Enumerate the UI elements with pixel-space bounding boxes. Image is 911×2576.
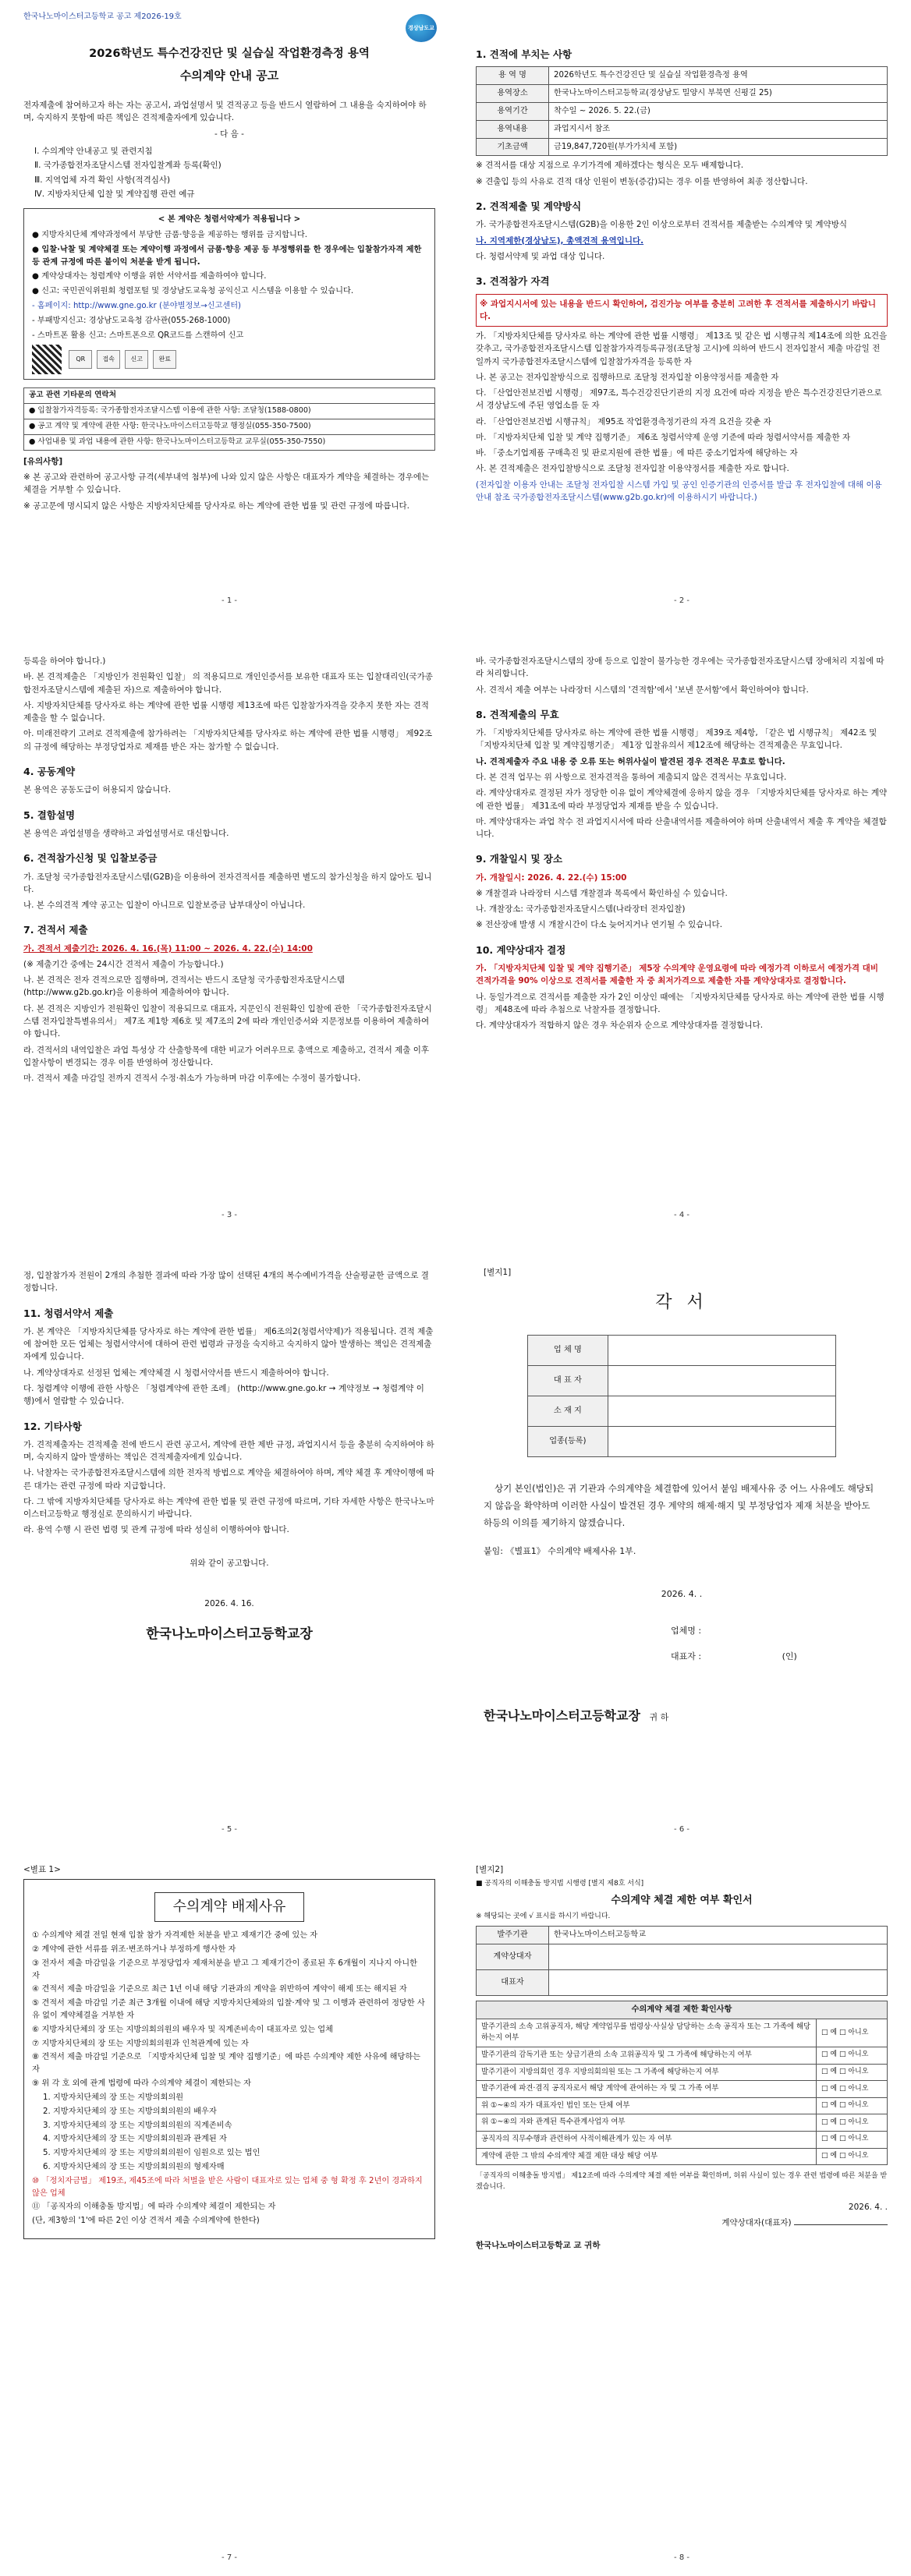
check-table-header: 수의계약 체결 제한 확인사항 [477, 2001, 888, 2019]
remarks-title: [유의사항] [23, 456, 63, 466]
yes-checkbox[interactable]: □ 예 [821, 2028, 838, 2036]
table-row: 용역기간 착수일 ~ 2026. 5. 22.(금) [477, 103, 888, 121]
table-row: 발주기관의 소속 고위공직자, 해당 계약업무를 법령상·사실상 담당하는 소속 공직자 또는 그 가족에 해당하는지 여부 □ 예 □ 아니오 [477, 2019, 888, 2047]
address-field[interactable] [608, 1396, 835, 1427]
toc-item: Ⅲ. 지역업체 자격 확인 사항(적격심사) [34, 175, 171, 185]
page-number: - 3 - [222, 1210, 237, 1219]
form-legal-note: ■ 공직자의 이해충돌 방지법 시행령 [별지 제8호 서식] [476, 1880, 644, 1888]
table-row: 업 체 명 [527, 1336, 835, 1366]
recipient: 한국나노마이스터고등학교장 귀 하 [484, 1708, 669, 1724]
opening-datetime: 가. 개찰일시: 2026. 4. 22.(수) 15:00 [476, 872, 627, 883]
closing-text: 위와 같이 공고합니다. [190, 1558, 269, 1568]
section-7-title: 7. 견적서 제출 [23, 924, 88, 936]
yes-checkbox[interactable]: □ 예 [821, 2067, 838, 2075]
exclusion-title: 수의계약 배제사유 [154, 1892, 304, 1922]
integrity-notice-box [23, 208, 435, 380]
section-2-item: 나. 지역제한(경상남도), 총액견적 용역입니다. [476, 235, 644, 246]
exclusion-item: ④ 견적서 제출 마감일을 기준으로 최근 1년 이내 해당 기관과의 계약을 위반하여 계약이 해제 또는 해지된 자 [32, 1985, 407, 1994]
section-11-title: 11. 청렴서약서 제출 [23, 1307, 114, 1319]
section-3-warning: ※ 과업지시서에 있는 내용을 반드시 확인하여, 검진가능 여부를 충분히 고려한 후 견적서를 제출하시기 바랍니다. [476, 294, 888, 327]
document-title: 2026학년도 특수건강진단 및 실습실 작업환경측정 용역 [89, 47, 370, 60]
attachment-label: <별표 1> [23, 1865, 61, 1874]
yes-checkbox[interactable]: □ 예 [821, 2101, 838, 2110]
section-8-item: 다. 본 견적 업무는 위 사항으로 전자견적을 통하여 제출되지 않은 견적서는 무효입니다. [476, 772, 787, 782]
attachment-label: [별지1] [484, 1268, 512, 1277]
check-form-footer: 「공직자의 이해충돌 방지법」 제12조에 따라 수의계약 체결 제한 여부를 확인하며, 허위 사실이 있는 경우 관련 법령에 따른 처분을 받겠습니다. [476, 2172, 888, 2192]
no-checkbox[interactable]: □ 아니오 [838, 2067, 869, 2075]
section-10-item: 나. 동일가격으로 견적서를 제출한 자가 2인 이상인 때에는 「지방자치단체를 당사자로 하는 계약에 관한 법률 시행령」 제48조에 따라 추첨으로 낙찰자를 결정합니다. [476, 992, 884, 1014]
exclusion-sublist [32, 2092, 427, 2174]
representative-sign-line: 대표자 : (인) [671, 1651, 797, 1662]
intro-text: 전자제출에 참여하고자 하는 자는 공고서, 과업설명서 및 견적공고 등을 반드시 열람하여 그 내용을 숙지하여야 하며, 숙지하지 못함에 따른 책임은 견적제출자에게 있습니다. [23, 101, 427, 123]
table-row: 발주기관의 감독기관 또는 상급기관의 소속 고위공직자 및 그 가족에 해당하는지 여부 □ 예 □ 아니오 [477, 2047, 888, 2065]
table-row: 발주기관에 파견·겸직 공직자로서 해당 계약에 관여하는 자 및 그 가족 여부 □ 예 □ 아니오 [477, 2081, 888, 2098]
contractor-field[interactable] [549, 1944, 888, 1970]
remark-item: ※ 공고문에 명시되지 않은 사항은 지방자치단체를 당사자로 하는 계약에 관한 법률 및 관련 규정에 따릅니다. [23, 501, 410, 511]
pledge-attachment: 붙임: 《별표1》 수의계약 배제사유 1부. [484, 1545, 636, 1556]
table-row: 소 재 지 [527, 1396, 835, 1427]
continued-text: 바. 본 견적제출은 「지방인가 전원확인 입찰」 의 적용되므로 개인인증서를 보유한 대표자 또는 입찰대리인(국가종합전자조달시스템에 제출된 자)으로 제출하여야 합니다. [23, 672, 433, 695]
section-3-item: 사. 본 견적제출은 전자입찰방식으로 조달청 전자입찰 이용약정서를 제출한 자로 합니다. [476, 464, 789, 474]
section-8-item: 가. 「지방자치단체를 당사자로 하는 계약에 관한 법률 시행령」 제39조 제4항, 「같은 법 시행규칙」 제42조 및 「지방자치단체 입찰 및 계약집행기준」 제1장 입찰유의서 제12조에 해당하는 견적제출은 무효입니다. [476, 728, 877, 751]
page-number: - 2 - [674, 596, 689, 605]
no-checkbox[interactable]: □ 아니오 [838, 2151, 869, 2160]
integrity-notice-item: ● 지방자치단체 계약과정에서 부당한 금품·향응을 제공하는 행위를 금지합니다. [32, 230, 307, 239]
exclusion-item: ⑪ 「공직자의 이해충돌 방지법」에 따라 수의계약 체결이 제한되는 자 [32, 2203, 276, 2212]
company-sign-line: 업체명 : [671, 1625, 702, 1636]
section-9-item: ※ 개찰결과 나라장터 시스템 개찰결과 목록에서 확인하실 수 있습니다. [476, 888, 728, 898]
section-6-item: 나. 본 수의견적 계약 공고는 입찰이 아니므로 입찰보증금 납부대상이 아닙니다. [23, 901, 306, 911]
report-homepage-link[interactable]: - 홈페이지: http://www.gne.go.kr (분야별정보→신고센터) [32, 301, 242, 310]
section-3-title: 3. 견적참가 자격 [476, 275, 550, 288]
section-8-item: 나. 견적제출자 주요 내용 중 오류 또는 허위사실이 발견된 경우 견적은 무효로 합니다. [476, 756, 785, 766]
exclusion-note: (단, 제3항의 '1'에 따른 2인 이상 견적서 제출 수의계약에 한한다) [32, 2217, 260, 2226]
submission-period: 가. 견적서 제출기간: 2026. 4. 16.(목) 11:00 ~ 2026. 4. 22.(수) 14:00 [23, 943, 313, 954]
page-2 [463, 6, 900, 613]
table-row: 대표자 [477, 1970, 888, 1996]
table-row: 용 역 명 2026학년도 특수건강진단 및 실습실 작업환경측정 용역 [477, 67, 888, 85]
exclusion-subitem: 2. 지방자치단체의 장 또는 지방의회의원의 배우자 [43, 2107, 217, 2116]
section-8-title: 8. 견적제출의 무효 [476, 708, 559, 720]
representative-field[interactable] [549, 1970, 888, 1996]
company-name-field[interactable] [608, 1336, 835, 1366]
no-checkbox[interactable]: □ 아니오 [838, 2135, 869, 2143]
integrity-notice-item: ● 신고: 국민권익위원회 청렴포털 및 경상남도교육청 공익신고 시스템을 이용할 수 있습니다. [32, 287, 354, 296]
no-checkbox[interactable]: □ 아니오 [838, 2101, 869, 2110]
exclusion-subitem: 3. 지방자치단체의 장 또는 지방의회의원의 직계존비속 [43, 2121, 232, 2130]
page-number: - 8 - [674, 2553, 689, 2562]
notice-date: 2026. 4. 16. [204, 1599, 254, 1608]
table-row: 발주기관 한국나노마이스터고등학교 [477, 1927, 888, 1944]
exclusion-item: ⑥ 지방자치단체의 장 또는 지방의회의원의 배우자 및 직계존비속이 대표자로 있는 업체 [32, 2025, 333, 2034]
qr-code-icon [32, 345, 62, 374]
page-5 [11, 1235, 448, 1842]
section-8-item: 마. 계약상대자는 과업 착수 전 과업지시서에 따라 산출내역서를 제출하여야 하며 산출내역서 제출 후 계약을 체결합니다. [476, 816, 887, 840]
section-6-item: 가. 조달청 국가종합전자조달시스템(G2B)을 이용하여 전자견적서를 제출하면 별도의 참가신청을 하지 않아도 됩니다. [23, 872, 432, 894]
exclusion-item: ⑤ 견적서 제출 마감일 기준 최근 3개월 이내에 해당 지방자치단체와의 입찰·계약 및 그 이행과 관련하여 정당한 사유 없이 계약체결을 거부한 자 [32, 1999, 425, 2021]
table-row: 위 ①~④의 자와 관계된 특수관계사업자 여부 □ 예 □ 아니오 [477, 2114, 888, 2132]
toc-item: Ⅳ. 지방자치단체 입찰 및 계약집행 관련 예규 [34, 189, 195, 199]
no-checkbox[interactable]: □ 아니오 [838, 2051, 869, 2059]
contact-row: ● 사업내용 및 과업 내용에 관한 사항: 한국나노마이스터고등학교 교무실(055-350-7550) [24, 434, 435, 450]
page-4 [463, 621, 900, 1227]
continued-text: 사. 견적서 제출 여부는 나라장터 시스템의 '견적함'에서 '보낸 문서함'에서 확인하여야 합니다. [476, 685, 809, 695]
pledge-title: 각 서 [655, 1293, 708, 1313]
notice-number: 한국나노마이스터고등학교 공고 제2026-19호 [23, 12, 182, 21]
table-row: 계약에 관한 그 밖의 수의계약 체결 제한 대상 해당 여부 □ 예 □ 아니오 [477, 2148, 888, 2165]
section-10-item: 가. 「지방자치단체 입찰 및 계약 집행기준」 제5장 수의계약 운영요령에 따라 예정가격 이하로서 예정가격 대비 견적가격을 90% 이상으로 견적서를 제출한 자 중 최저가격으로 제출한 자를 계약상대자로 결정합니다. [476, 964, 878, 986]
contact-row: ● 입찰참가자격등록: 국가종합전자조달시스템 이용에 관한 사항: 조달청(1588-0800) [24, 404, 435, 419]
check-form-date: 2026. 4. . [848, 2202, 888, 2212]
report-smartphone: - 스마트폰 활용 신고: 스마트폰으로 QR코드를 스캔하여 신고 [32, 331, 244, 340]
contact-row: ● 공고 계약 및 계약에 관한 사항: 한국나노마이스터고등학교 행정실(055-350-7500) [24, 419, 435, 435]
section-8-item: 라. 계약상대자로 결정된 자가 정당한 이유 없이 계약체결에 응하지 않을 경우 「지방자치단체를 당사자로 하는 계약에 관한 법률」 제31조에 따라 부정당업자 제재를 받을 수 있습니다. [476, 788, 888, 811]
flow-step: 신고 [125, 350, 148, 369]
contract-info-table [476, 66, 888, 156]
page-number: - 6 - [674, 1824, 689, 1834]
section-1-title: 1. 견적에 부치는 사항 [476, 48, 572, 60]
table-of-contents [23, 145, 435, 200]
exclusion-subitem: 1. 지방자치단체의 장 또는 지방의회의원 [43, 2093, 184, 2102]
contact-title: 공고 관련 기타문의 연락처 [24, 388, 435, 404]
section-1-note: ※ 견적서를 대상 지점으로 우기가격에 제하겠다는 형식은 모두 배제합니다. [476, 161, 744, 171]
exclusion-item: ① 수의계약 체결 전일 현재 입찰 참가 자격제한 처분을 받고 제재기간 중에 있는 자 [32, 1931, 318, 1941]
toc-label: - 다 음 - [214, 129, 244, 139]
section-12-item: 라. 용역 수행 시 관련 법령 및 관계 규정에 따라 성실히 이행하여야 합니다. [23, 1525, 289, 1535]
section-3-tail: (전자입찰 이용자 안내는 조달청 전자입찰 시스템 가입 및 공인 인증기관의 인증서를 발급 후 전자입찰에 대해 이용안내 참조 국가종합전자조달시스템(www.g2b.go.kr)에 이용하시기 바랍니다.) [476, 479, 882, 502]
contact-table [23, 387, 435, 450]
yes-checkbox[interactable]: □ 예 [821, 2135, 838, 2143]
pledge-body: 상기 본인(법인)은 귀 기관과 수의계약을 체결함에 있어서 붙임 배제사유 중 어느 사유에도 해당되지 않음을 확약하며 이러한 사실이 발견된 경우 계약의 해제·해지 및 부정당업자 제재 처분을 받아도 하등의 이의를 제기하지 않겠습니다. [484, 1483, 874, 1529]
table-row: 위 ①~④의 자가 대표자인 법인 또는 단체 여부 □ 예 □ 아니오 [477, 2097, 888, 2114]
page-number: - 1 - [222, 596, 237, 605]
section-3-item: 가. 「지방자치단체를 당사자로 하는 계약에 관한 법률 시행령」 제13조 및 같은 법 시행규칙 제14조에 의한 요건을 갖추고, 국가종합전자조달시스템 입찰참가자격등록규정(조달청 고시)에 의하여 반드시 전자입찰서 제출 마감일 전일까지 국가종합전자조달시스템에 입찰참가자격을 등록한 자 [476, 331, 888, 366]
check-form-subtitle: ※ 해당되는 곳에 √ 표시를 하시기 바랍니다. [476, 1913, 611, 1921]
section-3-item: 마. 「지방자치단체 입찰 및 계약 집행기준」 제6조 청렴서약제 운영 기준에 따라 청렴서약서를 제출한 자 [476, 432, 851, 442]
flow-step: QR [69, 350, 92, 369]
section-6-title: 6. 견적참가신청 및 입찰보증금 [23, 852, 158, 865]
section-1-note: ※ 견출입 등의 사유로 견적 대상 인원이 변동(증감)되는 경우 이를 반영하여 최종 정산합니다. [476, 176, 808, 186]
section-7-item: 나. 본 견적은 전자 견적으로만 집행하며, 견적서는 반드시 조달청 국가종합전자조달시스템(http://www.g2b.go.kr)을 이용하여 제출하여야 합니다. [23, 975, 346, 998]
exclusion-subitem: 5. 지방자치단체의 장 또는 지방의회의원이 임원으로 있는 법인 [43, 2149, 261, 2158]
exclusion-subitem: 6. 지방자치단체의 장 또는 지방의회의원의 형제자매 [43, 2162, 225, 2171]
no-checkbox[interactable]: □ 아니오 [838, 2028, 869, 2036]
page-7 [11, 1849, 448, 2570]
section-12-title: 12. 기타사항 [23, 1420, 82, 1432]
table-row: 계약상대자 [477, 1944, 888, 1970]
section-5-text: 본 용역은 과업설명을 생략하고 과업설명서로 대신합니다. [23, 828, 229, 838]
section-12-item: 가. 견적제출자는 견적제출 전에 반드시 관련 공고서, 계약에 관한 제반 규정, 과업지시서 등을 충분히 숙지하여야 하며, 숙지하지 않아 발생하는 책임은 견적제출자에게 있습니다. [23, 1439, 434, 1463]
yes-checkbox[interactable]: □ 예 [821, 2118, 838, 2126]
section-12-item: 다. 그 밖에 지방자치단체를 당사자로 하는 계약에 관한 법률 및 관련 규정에 따르며, 기타 자세한 사항은 한국나노마이스터고등학교 행정실로 문의하시기 바랍니다. [23, 1496, 434, 1520]
table-row: 용역내용 과업지시서 참조 [477, 120, 888, 138]
business-type-field[interactable] [608, 1427, 835, 1457]
page-number: - 4 - [674, 1210, 689, 1219]
section-11-item: 나. 계약상대자로 선정된 업체는 계약체결 시 청렴서약서를 반드시 제출하여야 합니다. [23, 1368, 329, 1378]
remark-item: ※ 본 공고와 관련하여 공고사항 규격(세부내역 첨부)에 나와 있지 않은 사항은 대표자가 계약을 체결하는 경우에는 체결을 거부할 수 있습니다. [23, 472, 430, 495]
section-3-item: 라. 「산업안전보건법 시행규칙」 제95조 작업환경측정기관의 자격 요건을 갖춘 자 [476, 416, 771, 426]
table-row: 기초금액 금19,847,720원(부가가치세 포함) [477, 138, 888, 156]
section-7-item: (※ 제출기간 중에는 24시간 견적서 제출이 가능합니다.) [23, 959, 224, 969]
seal-mark: (인) [782, 1651, 797, 1662]
qr-flow [32, 345, 427, 374]
section-9-item: ※ 전산장애 발생 시 개찰시간이 다소 늦어지거나 연기될 수 있습니다. [476, 920, 723, 930]
flow-step: 접속 [97, 350, 120, 369]
exclusion-item: ② 계약에 관한 서류를 위조·변조하거나 부정하게 행사한 자 [32, 1944, 236, 1954]
continued-text: 바. 국가종합전자조달시스템의 장애 등으로 입찰이 불가능한 경우에는 국가종합전자조달시스템 장애처리 지침에 따라 처리합니다. [476, 656, 884, 679]
integrity-notice-title: < 본 계약은 청렴서약제가 적용됩니다 > [158, 215, 301, 225]
section-10-title: 10. 계약상대자 결정 [476, 943, 566, 956]
signer-name: 한국나노마이스터고등학교장 [146, 1626, 313, 1643]
exclusion-item: ③ 전자서 제출 마감일을 기준으로 부정당업자 제재처분을 받고 그 제재기간이 종료된 후 6개월이 지나지 아니한 자 [32, 1959, 417, 1980]
section-4-text: 본 용역은 공동도급이 허용되지 않습니다. [23, 785, 172, 795]
section-2-item: 다. 청렴서약제 및 과업 대상 입니다. [476, 251, 605, 261]
page-number: - 5 - [222, 1824, 237, 1834]
page-6 [463, 1235, 900, 1842]
table-row: 용역장소 한국나노마이스터고등학교(경상남도 밀양시 부북면 신평길 25) [477, 85, 888, 103]
pledge-date: 2026. 4. . [661, 1588, 703, 1599]
exclusion-item: ⑧ 견적서 제출 마감일 기준으로 「지방자치단체 입찰 및 계약 집행기준」에 따른 수의계약 제한 사유에 해당하는 자 [32, 2053, 421, 2075]
table-row: 공직자의 직무수행과 관련하여 사적이해관계가 있는 자 여부 □ 예 □ 아니오 [477, 2131, 888, 2148]
yes-checkbox[interactable]: □ 예 [821, 2051, 838, 2059]
check-table [476, 2001, 888, 2165]
continued-text: 등록을 하여야 합니다.) [23, 656, 106, 666]
attachment-label: [별지2] [476, 1865, 504, 1874]
yes-checkbox[interactable]: □ 예 [821, 2084, 838, 2093]
integrity-notice-item: ● 계약상대자는 청렴계약 이행을 위한 서약서를 제출하여야 합니다. [32, 272, 267, 281]
form-header-table [476, 1926, 888, 1996]
toc-item: Ⅰ. 수의계약 안내공고 및 관련지침 [34, 147, 153, 157]
education-office-logo-icon: 경상남도교육청 [406, 14, 437, 42]
page-8 [463, 1849, 900, 2570]
section-5-title: 5. 결함설명 [23, 809, 76, 821]
continued-text: 아. 미래전략기 고려로 견적제출에 참가하려는 「지방자치단체를 당사자로 하는 계약에 관한 법률 시행령」 제92조의 규정에 해당하는 부정당업자로 제재를 받은 자는 참가할 수 없습니다. [23, 729, 433, 752]
yes-checkbox[interactable]: □ 예 [821, 2151, 838, 2160]
report-flow-steps [69, 350, 176, 369]
integrity-notice-item: ● 입찰·낙찰 및 계약체결 또는 계약이행 과정에서 금품·향응 제공 등 부정행위를 한 경우에는 입찰참가자격 제한 등 관계 규정에 따른 불이익 처분을 받게 됩니다. [32, 245, 422, 267]
check-form-title: 수의계약 체결 제한 여부 확인서 [611, 1895, 753, 1907]
table-row: 업종(등록) [527, 1427, 835, 1457]
representative-field[interactable] [608, 1366, 835, 1396]
exclusion-item: ⑦ 지방자치단체의 장 또는 지방의회의원과 인척관계에 있는 자 [32, 2039, 249, 2048]
exclusion-subitem: 4. 지방자치단체의 장 또는 지방의회의원과 관계된 자 [43, 2135, 227, 2144]
flow-step: 완료 [153, 350, 176, 369]
check-form-recipient: 한국나노마이스터고등학교 교 귀하 [476, 2240, 601, 2250]
section-12-item: 나. 낙찰자는 국가종합전자조달시스템에 의한 전자적 방법으로 계약을 체결하여야 하며, 계약 체결 후 계약이행에 따른 대가는 관련 규정에 따라 지급합니다. [23, 1468, 434, 1491]
section-3-item: 다. 「산업안전보건법 시행령」 제97조, 특수건강진단기관의 지정 요건에 따라 지정을 받은 특수건강진단기관으로서 경상남도에 주된 영업소를 둔 자 [476, 388, 882, 411]
table-row: 발주기관이 지방의회인 경우 지방의회의원 또는 그 가족에 해당하는지 여부 □ 예 □ 아니오 [477, 2064, 888, 2081]
exclusion-frame [23, 1879, 435, 2239]
report-phone: - 부패방지신고: 경상남도교육청 감사관(055-268-1000) [32, 316, 231, 325]
page-3 [11, 621, 448, 1227]
exclusion-item: ⑩ 「정치자금법」 제19조, 제45조에 따라 처벌을 받은 사람이 대표자로 있는 업체 중 형 확정 후 2년이 경과하지 않은 업체 [32, 2176, 423, 2198]
section-3-item: 나. 본 공고는 전자입찰방식으로 집행하므로 조달청 전자입찰 이용약정서를 제출한 자 [476, 372, 779, 382]
table-row: 대 표 자 [527, 1366, 835, 1396]
no-checkbox[interactable]: □ 아니오 [838, 2084, 869, 2093]
page-1 [11, 6, 448, 613]
section-9-item: 나. 개찰장소: 국가종합전자조달시스템(나라장터 전자입찰) [476, 904, 686, 915]
section-4-title: 4. 공동계약 [23, 765, 76, 777]
section-9-title: 9. 개찰일시 및 장소 [476, 853, 563, 865]
section-2-title: 2. 견적제출 및 계약방식 [476, 200, 582, 212]
company-info-table [527, 1335, 836, 1457]
exclusion-item: ⑨ 위 각 호 외에 관계 법령에 따라 수의계약 체결이 제한되는 자 [32, 2079, 251, 2089]
continued-text: 사. 지방자치단체를 당사자로 하는 계약에 관한 법률 시행령 제13조에 따른 입찰참가자격을 갖추지 못한 자는 견적제출을 할 수 없습니다. [23, 700, 429, 724]
section-7-item: 다. 본 견적은 지방인가 전원확인 입찰이 적용되므로 대표자, 지문인식 전원확인 입찰에 관한 「국가종합전자조달시스템 전자입찰특별유의서」 제7조 제1항 제6호 및 제7조의 2에 따라 개인인증서와 지문정보를 이용하여 제출하여야 합니다. [23, 1003, 432, 1039]
section-7-item: 마. 견적서 제출 마감일 전까지 견적서 수정·취소가 가능하며 마감 이후에는 수정이 불가합니다. [23, 1074, 361, 1084]
section-10-item: 다. 계약상대자가 적합하지 않은 경우 차순위자 순으로 계약상대자를 결정합니다. [476, 1021, 764, 1031]
toc-item: Ⅱ. 국가종합전자조달시스템 전자입찰계좌 등록(확인) [34, 161, 222, 171]
no-checkbox[interactable]: □ 아니오 [838, 2118, 869, 2126]
check-form-signer: 계약상대자(대표자) [476, 2217, 888, 2229]
section-7-item: 라. 견적서의 내역입찰은 과업 특성상 각 산출항목에 대한 비교가 어려우므로 총액으로 제출하고, 견적서 제출 이후 입찰사항이 변경되는 경우 이를 반영하여 정산합니다. [23, 1045, 429, 1067]
section-3-item: 바. 「중소기업제품 구매촉진 및 판로지원에 관한 법률」에 따른 중소기업자에 해당하는 자 [476, 448, 798, 458]
signature-field[interactable] [794, 2224, 888, 2225]
section-11-item: 다. 청렴계약 이행에 관한 사항은 「청렴계약에 관한 조례」 (http://www.gne.go.kr → 계약정보 → 청렴계약 이행)에서 열람할 수 있습니다. [23, 1383, 424, 1407]
section-11-item: 가. 본 계약은 「지방자치단체를 당사자로 하는 계약에 관한 법률」 제6조의2(청렴서약제)가 적용됩니다. 견적 제출에 참여한 모든 업체는 청렴서약서에 대하여 관련 법령과 규정을 숙지하고 숙지하지 않아 발생하는 책임은 견적제출자에게 있습니다. [23, 1326, 434, 1362]
document-subtitle: 수의계약 안내 공고 [179, 68, 279, 83]
continued-text: 정, 입찰참가자 전원이 2개의 추첨한 결과에 따라 가장 많이 선택된 4개의 복수예비가격을 산술평균한 금액으로 결정합니다. [23, 1271, 429, 1293]
section-2-item: 가. 국가종합전자조달시스템(G2B)을 이용한 2인 이상으로부터 견적서를 제출받는 수의계약 및 계약방식 [476, 220, 847, 230]
page-number: - 7 - [222, 2553, 237, 2562]
